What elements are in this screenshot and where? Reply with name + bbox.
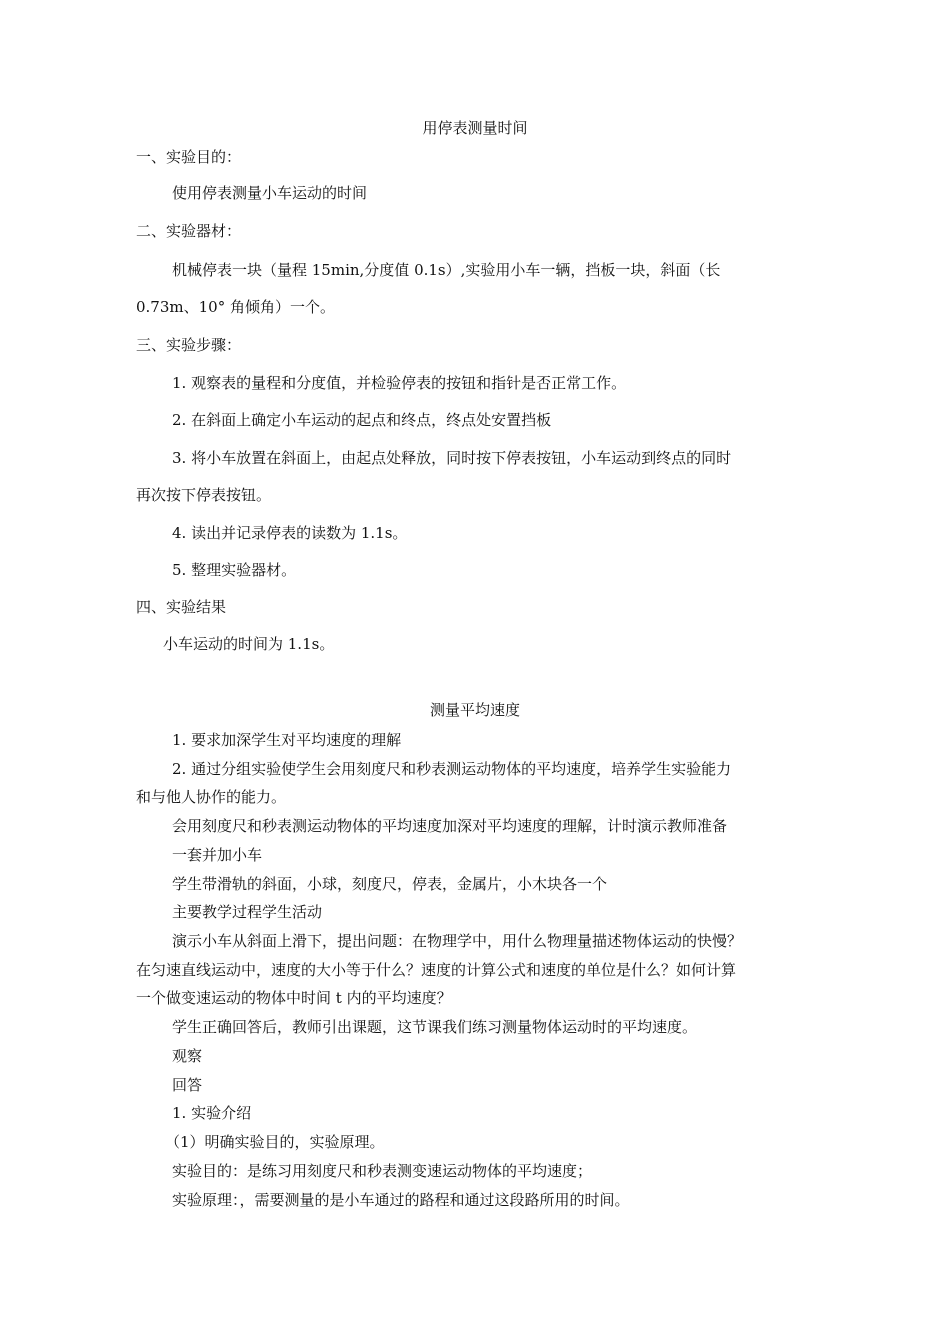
- heading-purpose: 一、实验目的：: [136, 148, 242, 166]
- experiment-purpose: 实验目的：是练习用刻度尺和秒表测变速运动物体的平均速度；: [172, 1162, 593, 1180]
- step-4: 4. 读出并记录停表的读数为 1.1s。: [172, 524, 408, 542]
- step-1: 1. 观察表的量程和分度值，并检验停表的按钮和指针是否正常工作。: [172, 374, 627, 392]
- process-heading: 主要教学过程学生活动: [172, 903, 323, 921]
- demo-line-3: 一个做变速运动的物体中时间 t 内的平均速度？: [136, 989, 452, 1007]
- demo-line-1: 演示小车从斜面上滑下，提出问题：在物理学中，用什么物理量描述物体运动的快慢？: [172, 932, 743, 950]
- step-5: 5. 整理实验器材。: [172, 561, 297, 579]
- equipment-text-2: 0.73m、10° 角倾角）一个。: [136, 298, 335, 316]
- objective-2-line-1: 2. 通过分组实验使学生会用刻度尺和秒表测运动物体的平均速度，培养学生实验能力: [172, 760, 732, 778]
- activity-answer: 回答: [172, 1076, 203, 1094]
- demo-line-2: 在匀速直线运动中，速度的大小等于什么？速度的计算公式和速度的单位是什么？如何计算: [136, 961, 737, 979]
- prep-line-1: 会用刻度尺和秒表测运动物体的平均速度加深对平均速度的理解，计时演示教师准备: [172, 817, 728, 835]
- objective-1: 1. 要求加深学生对平均速度的理解: [172, 731, 402, 749]
- intro-topic: 学生正确回答后，教师引出课题，这节课我们练习测量物体运动时的平均速度。: [172, 1018, 698, 1036]
- heading-steps: 三、实验步骤：: [136, 336, 242, 354]
- doc-title-average-speed: 测量平均速度: [429, 701, 520, 719]
- heading-result: 四、实验结果: [136, 598, 227, 616]
- experiment-principle: 实验原理：，需要测量的是小车通过的路程和通过这段路所用的时间。: [172, 1191, 630, 1209]
- equipment-text-1: 机械停表一块（量程 15min,分度值 0.1s）,实验用小车一辆，挡板一块，斜面（长: [172, 261, 721, 279]
- step-2: 2. 在斜面上确定小车运动的起点和终点，终点处安置挡板: [172, 411, 552, 429]
- purpose-text: 使用停表测量小车运动的时间: [172, 184, 368, 202]
- heading-equipment: 二、实验器材：: [136, 222, 242, 240]
- subsection-purpose-principle: （1）明确实验目的，实验原理。: [165, 1133, 385, 1151]
- activity-observe: 观察: [172, 1047, 203, 1065]
- student-materials: 学生带滑轨的斜面，小球，刻度尺，停表，金属片，小木块各一个: [172, 875, 608, 893]
- objective-2-line-2: 和与他人协作的能力。: [136, 788, 287, 806]
- result-text: 小车运动的时间为 1.1s。: [163, 635, 335, 653]
- doc-title-stopwatch: 用停表测量时间: [422, 119, 528, 137]
- section-experiment-intro: 1. 实验介绍: [172, 1104, 252, 1122]
- step-3-line-1: 3. 将小车放置在斜面上，由起点处释放，同时按下停表按钮，小车运动到终点的同时: [172, 449, 732, 467]
- step-3-line-2: 再次按下停表按钮。: [136, 486, 272, 504]
- prep-line-2: 一套并加小车: [172, 846, 263, 864]
